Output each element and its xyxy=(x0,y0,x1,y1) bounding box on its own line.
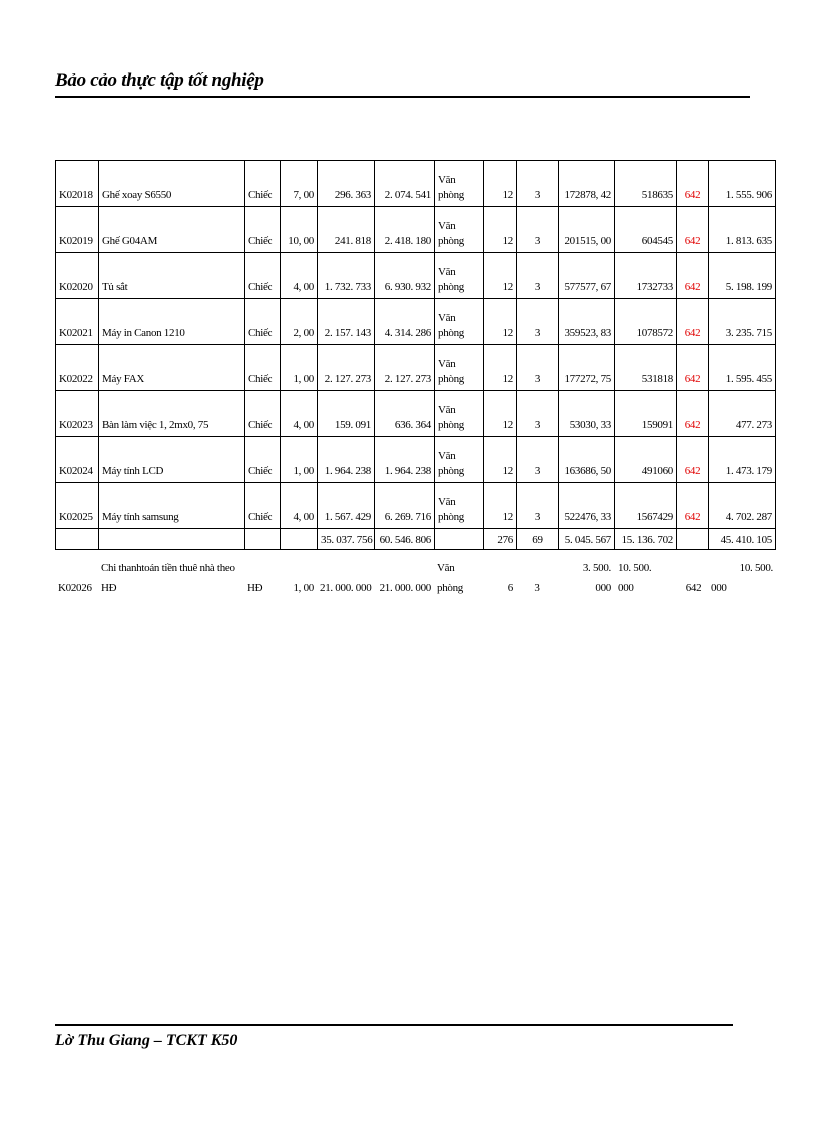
item-unit: Chiếc xyxy=(245,253,281,299)
item-name: Bàn làm việc 1, 2mx0, 75 xyxy=(99,391,245,437)
item-remaining: 5. 198. 199 xyxy=(709,253,776,299)
item-used: 3 xyxy=(517,207,559,253)
item-months: 12 xyxy=(484,207,517,253)
item-alloc: 201515, 00 xyxy=(559,207,615,253)
item-unit: HĐ xyxy=(247,582,263,594)
total-price: 35. 037. 756 xyxy=(318,529,375,550)
item-price: 1. 964. 238 xyxy=(318,437,375,483)
item-period-alloc: 1078572 xyxy=(615,299,677,345)
item-account: 642 xyxy=(685,582,702,594)
item-months: 12 xyxy=(484,253,517,299)
item-period-alloc: 1732733 xyxy=(615,253,677,299)
item-qty: 1, 00 xyxy=(281,437,318,483)
item-alloc: 359523, 83 xyxy=(559,299,615,345)
item-remaining: 1. 595. 455 xyxy=(709,345,776,391)
item-code: K02022 xyxy=(56,345,99,391)
item-account: 642 xyxy=(677,483,709,529)
item-alloc: 53030, 33 xyxy=(559,391,615,437)
item-account: 642 xyxy=(677,437,709,483)
total-empty-cell xyxy=(245,529,281,550)
item-period-alloc: 531818 xyxy=(615,345,677,391)
item-account: 642 xyxy=(677,345,709,391)
item-period-alloc: 1567429 xyxy=(615,483,677,529)
item-amount: 21. 000. 000 xyxy=(379,582,431,594)
item-account: 642 xyxy=(677,299,709,345)
item-name: Tủ sắt xyxy=(99,253,245,299)
item-remaining: 3. 235. 715 xyxy=(709,299,776,345)
item-account: 642 xyxy=(677,161,709,207)
item-name: Chi thanhtoán tiền thuê nhà theo HĐ xyxy=(101,562,235,594)
item-period-alloc: 159091 xyxy=(615,391,677,437)
item-unit: Chiếc xyxy=(245,207,281,253)
header-divider xyxy=(55,96,750,98)
item-dept: Văn phòng xyxy=(435,253,484,299)
item-dept: Văn phòng xyxy=(435,207,484,253)
item-remaining: 4. 702. 287 xyxy=(709,483,776,529)
total-alloc: 5. 045. 567 xyxy=(559,529,615,550)
total-empty-cell xyxy=(435,529,484,550)
item-dept: Văn phòng xyxy=(435,483,484,529)
total-empty-cell xyxy=(677,529,709,550)
item-months: 12 xyxy=(484,437,517,483)
item-months: 12 xyxy=(484,391,517,437)
item-alloc: 163686, 50 xyxy=(559,437,615,483)
item-months: 12 xyxy=(484,483,517,529)
item-used: 3 xyxy=(517,483,559,529)
item-dept: Văn phòng xyxy=(435,391,484,437)
item-price: 21. 000. 000 xyxy=(320,582,372,594)
item-account: 642 xyxy=(677,207,709,253)
item-amount: 2. 418. 180 xyxy=(375,207,435,253)
item-price: 2. 127. 273 xyxy=(318,345,375,391)
footer-divider xyxy=(55,1024,733,1026)
item-dept: Văn phòng xyxy=(437,562,464,594)
item-name: Máy tính samsung xyxy=(99,483,245,529)
item-price: 241. 818 xyxy=(318,207,375,253)
table-body xyxy=(56,161,776,550)
table-row xyxy=(56,345,776,391)
item-amount: 636. 364 xyxy=(375,391,435,437)
item-price: 159. 091 xyxy=(318,391,375,437)
item-unit: Chiếc xyxy=(245,161,281,207)
item-amount: 2. 127. 273 xyxy=(375,345,435,391)
item-code: K02021 xyxy=(56,299,99,345)
item-amount: 2. 074. 541 xyxy=(375,161,435,207)
total-empty-cell xyxy=(99,529,245,550)
item-price: 1. 567. 429 xyxy=(318,483,375,529)
item-used: 3 xyxy=(517,161,559,207)
item-months: 6 xyxy=(507,582,513,594)
total-empty-cell xyxy=(56,529,99,550)
item-qty: 10, 00 xyxy=(281,207,318,253)
item-used: 3 xyxy=(517,437,559,483)
item-unit: Chiếc xyxy=(245,345,281,391)
item-unit: Chiếc xyxy=(245,299,281,345)
table-row xyxy=(56,253,776,299)
item-remaining: 477. 273 xyxy=(709,391,776,437)
item-name: Ghế xoay S6550 xyxy=(99,161,245,207)
item-dept: Văn phòng xyxy=(435,299,484,345)
item-used: 3 xyxy=(534,582,540,594)
item-remaining: 10. 500. 000 xyxy=(711,562,773,594)
item-alloc: 577577, 67 xyxy=(559,253,615,299)
item-alloc: 3. 500. 000 xyxy=(582,562,611,594)
total-amount: 60. 546. 806 xyxy=(375,529,435,550)
item-remaining: 1. 555. 906 xyxy=(709,161,776,207)
table-row xyxy=(56,161,776,207)
item-qty: 7, 00 xyxy=(281,161,318,207)
item-dept: Văn phòng xyxy=(435,345,484,391)
item-qty: 1, 00 xyxy=(281,345,318,391)
item-used: 3 xyxy=(517,299,559,345)
item-account: 642 xyxy=(677,253,709,299)
item-alloc: 522476, 33 xyxy=(559,483,615,529)
item-code: K02023 xyxy=(56,391,99,437)
item-price: 296. 363 xyxy=(318,161,375,207)
item-alloc: 172878, 42 xyxy=(559,161,615,207)
item-period-alloc: 491060 xyxy=(615,437,677,483)
item-unit: Chiếc xyxy=(245,483,281,529)
item-unit: Chiếc xyxy=(245,437,281,483)
total-used: 69 xyxy=(517,529,559,550)
table-row xyxy=(56,437,776,483)
item-qty: 4, 00 xyxy=(281,483,318,529)
item-period-alloc: 10. 500. 000 xyxy=(618,562,652,594)
item-used: 3 xyxy=(517,345,559,391)
item-months: 12 xyxy=(484,299,517,345)
item-period-alloc: 604545 xyxy=(615,207,677,253)
item-name: Máy tính LCD xyxy=(99,437,245,483)
item-qty: 2, 00 xyxy=(281,299,318,345)
item-dept: Văn phòng xyxy=(435,161,484,207)
total-remaining: 45. 410. 105 xyxy=(709,529,776,550)
table-row xyxy=(56,207,776,253)
item-qty: 4, 00 xyxy=(281,253,318,299)
asset-allocation-table xyxy=(55,160,776,550)
item-name: Máy in Canon 1210 xyxy=(99,299,245,345)
item-account: 642 xyxy=(677,391,709,437)
item-alloc: 177272, 75 xyxy=(559,345,615,391)
item-period-alloc: 518635 xyxy=(615,161,677,207)
item-price: 1. 732. 733 xyxy=(318,253,375,299)
item-qty: 1, 00 xyxy=(293,582,314,594)
item-code: K02018 xyxy=(56,161,99,207)
item-months: 12 xyxy=(484,161,517,207)
footer-author: Lờ Thu Giang – TCKT K50 xyxy=(55,1032,238,1049)
total-period-alloc: 15. 136. 702 xyxy=(615,529,677,550)
item-code: K02026 xyxy=(58,582,92,594)
total-empty-cell xyxy=(281,529,318,550)
item-amount: 6. 930. 932 xyxy=(375,253,435,299)
item-code: K02020 xyxy=(56,253,99,299)
item-name: Máy FAX xyxy=(99,345,245,391)
item-used: 3 xyxy=(517,253,559,299)
table-row xyxy=(56,483,776,529)
table-row xyxy=(56,391,776,437)
item-code: K02024 xyxy=(56,437,99,483)
rent-payment-table xyxy=(55,556,775,601)
item-remaining: 1. 473. 179 xyxy=(709,437,776,483)
item-remaining: 1. 813. 635 xyxy=(709,207,776,253)
page-header-title: Bảo cảo thực tập tốt nghiệp xyxy=(55,70,264,91)
table-row xyxy=(56,299,776,345)
item-amount: 1. 964. 238 xyxy=(375,437,435,483)
item-amount: 4. 314. 286 xyxy=(375,299,435,345)
rent-row xyxy=(55,556,775,601)
item-dept: Văn phòng xyxy=(435,437,484,483)
item-used: 3 xyxy=(517,391,559,437)
item-code: K02019 xyxy=(56,207,99,253)
item-price: 2. 157. 143 xyxy=(318,299,375,345)
totals-row xyxy=(56,529,776,550)
total-months: 276 xyxy=(484,529,517,550)
item-months: 12 xyxy=(484,345,517,391)
item-qty: 4, 00 xyxy=(281,391,318,437)
item-name: Ghế G04AM xyxy=(99,207,245,253)
item-amount: 6. 269. 716 xyxy=(375,483,435,529)
item-code: K02025 xyxy=(56,483,99,529)
item-unit: Chiếc xyxy=(245,391,281,437)
